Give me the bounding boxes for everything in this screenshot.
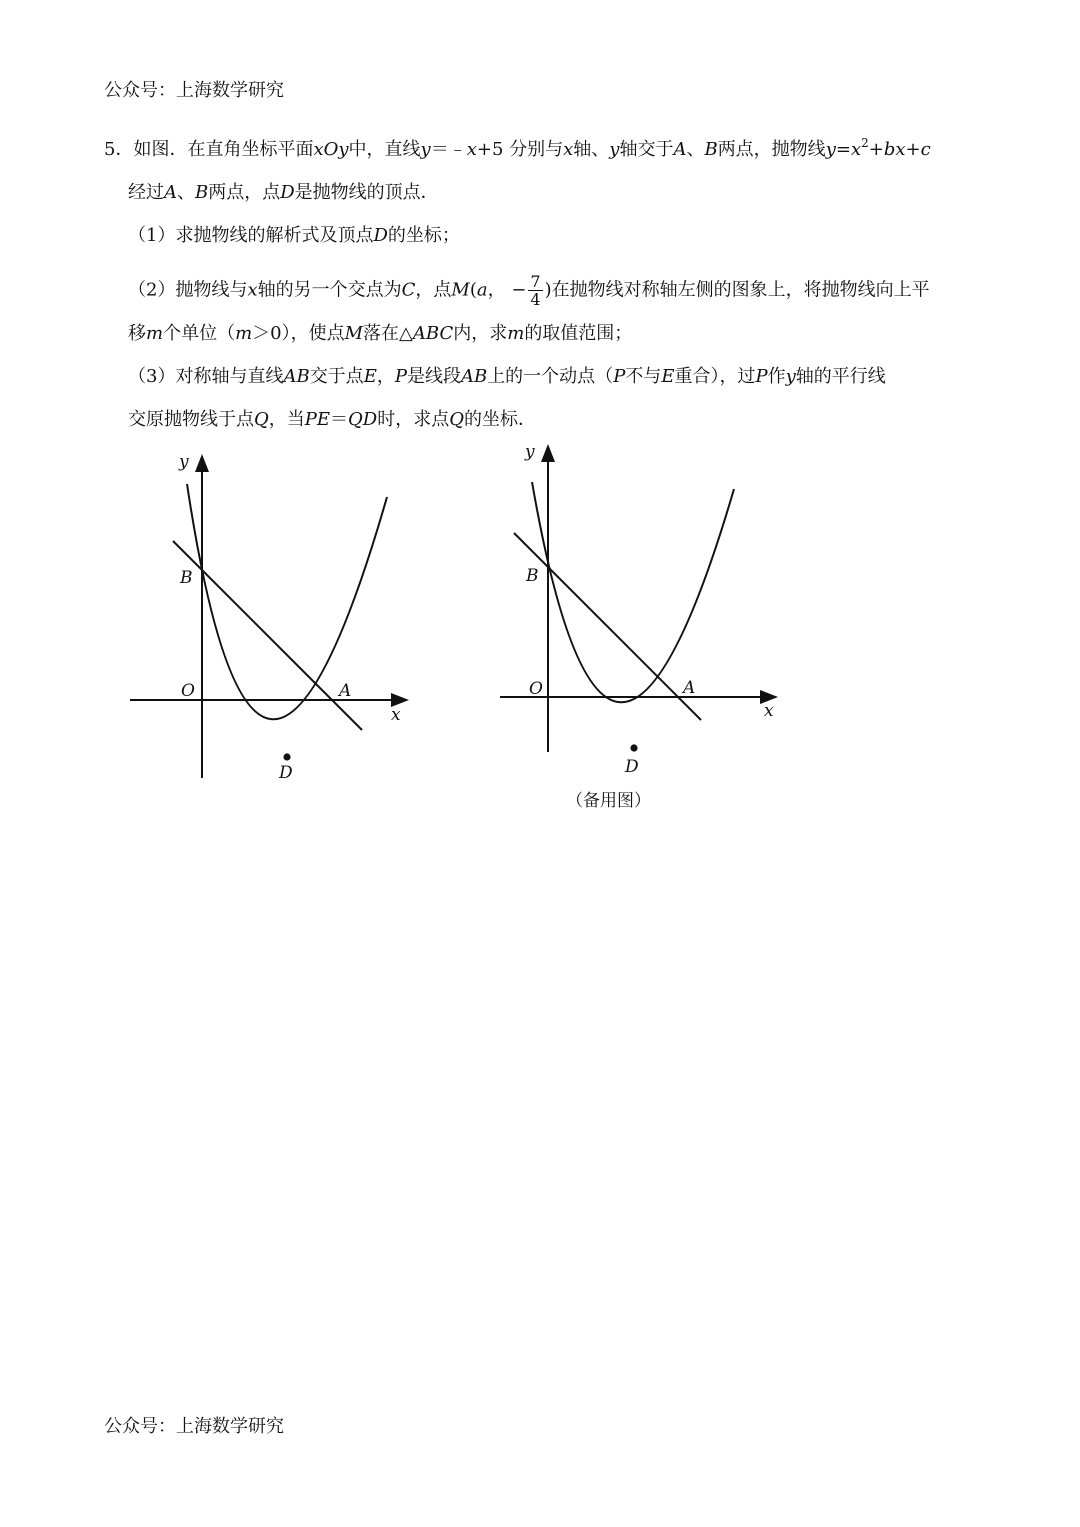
- text: 两点，抛物线: [717, 139, 826, 160]
- label-b: B: [526, 566, 539, 586]
- math-var: x: [247, 279, 258, 301]
- text: 轴的平行线: [795, 366, 886, 387]
- math-var: m: [146, 323, 164, 344]
- text: 落在△: [363, 323, 413, 344]
- text: 的坐标；: [387, 225, 460, 246]
- text: ，当: [268, 409, 305, 430]
- text: )在抛物线对称轴左侧的图象上，将抛物线向上平: [544, 279, 930, 301]
- text: (: [469, 279, 477, 301]
- text: 轴的另一个交点为: [257, 279, 402, 301]
- text: 中，直线: [348, 139, 421, 160]
- math-var: x: [466, 139, 477, 160]
- text: 交原抛物线于点: [128, 409, 254, 430]
- math-var: A: [673, 139, 687, 160]
- text: 如图．在直角坐标平面: [133, 139, 314, 160]
- text: 移: [128, 323, 146, 344]
- parabola: [532, 482, 734, 702]
- text: （1）求抛物线的解析式及顶点: [128, 225, 374, 246]
- text: ， −: [487, 279, 527, 301]
- text: =: [835, 139, 851, 160]
- text: 交于点: [309, 366, 364, 387]
- page-header: 公众号：上海数学研究: [104, 80, 284, 101]
- text: 轴、: [573, 139, 610, 160]
- math-var: Q: [449, 409, 464, 430]
- text: +: [905, 139, 921, 160]
- text: 的取值范围；: [524, 323, 633, 344]
- math-var: xOy: [313, 139, 349, 160]
- text: 轴交于: [619, 139, 674, 160]
- math-var: y: [785, 366, 796, 387]
- math-var: m: [507, 323, 525, 344]
- math-var: P: [613, 366, 626, 387]
- math-var: M: [344, 323, 364, 344]
- page-footer: 公众号：上海数学研究: [104, 1416, 284, 1437]
- math-var: P: [394, 366, 407, 387]
- text: （3）对称轴与直线: [128, 366, 284, 387]
- y-axis-arrow-icon: [541, 444, 555, 462]
- text: 是抛物线的顶点．: [294, 182, 439, 203]
- text: ＝﹣: [430, 139, 467, 160]
- fraction-denominator: 4: [530, 290, 541, 309]
- math-var: y: [609, 139, 620, 160]
- math-var: c: [920, 139, 931, 160]
- text: 、: [686, 139, 705, 160]
- math-var: ABC: [412, 323, 454, 344]
- math-var: x: [563, 139, 574, 160]
- text: ＝: [330, 409, 349, 430]
- math-var: D: [280, 182, 295, 203]
- vertex-d-dot: [630, 744, 637, 751]
- text: 上的一个动点（: [487, 366, 614, 387]
- math-var: a: [476, 279, 488, 301]
- label-a: A: [339, 681, 352, 701]
- label-d: D: [279, 763, 293, 783]
- text: 个单位（: [163, 323, 236, 344]
- text: 两点，点: [208, 182, 281, 203]
- label-b: B: [180, 568, 193, 588]
- math-var: bx: [883, 139, 906, 160]
- math-var: AB: [460, 366, 488, 387]
- fraction-numerator: 7: [530, 272, 541, 291]
- math-var: A: [164, 182, 177, 203]
- label-o: O: [529, 679, 543, 699]
- label-y: y: [525, 442, 535, 462]
- text: 时，求点: [377, 409, 450, 430]
- label-d: D: [625, 757, 639, 777]
- text: 作: [767, 366, 786, 387]
- text: 不与: [625, 366, 662, 387]
- math-var: x: [850, 139, 862, 160]
- math-var: C: [401, 279, 416, 301]
- math-var: E: [363, 366, 377, 387]
- label-x: x: [391, 705, 401, 725]
- text: ，: [376, 366, 395, 387]
- exponent: 2: [861, 136, 869, 150]
- label-y: y: [179, 452, 189, 472]
- math-var: B: [704, 139, 718, 160]
- text: 经过: [128, 182, 164, 203]
- label-x: x: [764, 701, 774, 721]
- math-var: y: [825, 139, 836, 160]
- math-var: AB: [283, 366, 310, 387]
- figure-2-caption: （备用图）: [566, 791, 651, 811]
- text: ，点: [415, 279, 452, 301]
- math-var: D: [373, 225, 388, 246]
- math-var: PE: [304, 409, 331, 430]
- label-a: A: [683, 678, 696, 698]
- math-var: m: [235, 323, 253, 344]
- label-o: O: [181, 681, 195, 701]
- text: 的坐标．: [464, 409, 536, 430]
- text: ＞0），使点: [252, 323, 345, 344]
- text: 是线段: [406, 366, 461, 387]
- math-var: B: [195, 182, 209, 203]
- math-var: QD: [348, 409, 378, 430]
- text: 内，求: [453, 323, 508, 344]
- text: +5 分别与: [476, 139, 564, 160]
- problem-number: 5．: [104, 139, 134, 160]
- math-var: y: [420, 139, 431, 160]
- math-var: Q: [254, 409, 269, 430]
- math-var: P: [755, 366, 768, 387]
- text: （2）抛物线与: [128, 279, 248, 301]
- text: 重合），过: [674, 366, 756, 387]
- math-var: E: [661, 366, 675, 387]
- math-var: M: [451, 279, 470, 301]
- text: 、: [177, 182, 195, 203]
- text: +: [868, 139, 884, 160]
